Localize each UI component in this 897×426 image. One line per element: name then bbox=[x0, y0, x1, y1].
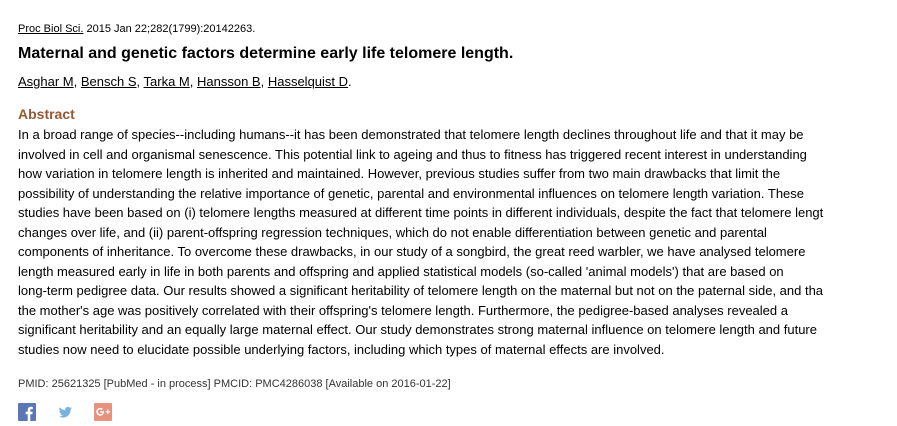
abstract-line: significant heritability and an equally large maternal effect. Our study demonstrates strong maternal influence on telomere length and future bbox=[18, 322, 817, 337]
abstract-line: the mother's age was positively correlated with their offspring's telomere length. Furthermore, the pedigree-based analyses revealed a bbox=[18, 302, 788, 318]
article-title: Maternal and genetic factors determine early life telomere length. bbox=[18, 45, 514, 62]
journal-link[interactable]: Proc Biol Sci. bbox=[18, 23, 84, 35]
facebook-share-button[interactable] bbox=[18, 403, 36, 421]
abstract-line: how variation in telomere length is inherited and maintained. However, previous studies suffer from two main drawbacks that limit the bbox=[18, 166, 781, 181]
author-link[interactable]: Asghar M bbox=[18, 74, 74, 89]
abstract-text bbox=[18, 125, 897, 359]
abstract-line: involved in cell and organismal senescence. This potential link to ageing and thus to fitness has triggered recent interest in understanding bbox=[18, 146, 807, 162]
author-separator: . bbox=[348, 74, 352, 89]
citation-details: 2015 Jan 22;282(1799):20142263. bbox=[83, 23, 256, 35]
citation-line bbox=[18, 23, 255, 35]
google-plus-icon bbox=[94, 403, 112, 421]
abstract-line: studies now need to elucidate possible underlying factors, including which types of maternal effects are involved. bbox=[18, 341, 665, 357]
abstract-heading: Abstract bbox=[18, 106, 75, 122]
author-separator: , bbox=[189, 74, 197, 89]
author-list bbox=[18, 74, 352, 89]
pmid-pmcid-line: PMID: 25621325 [PubMed - in process] PMCID: PMC4286038 [Available on 2016-01-22] bbox=[18, 378, 451, 390]
facebook-icon bbox=[18, 403, 36, 421]
author-separator: , bbox=[260, 74, 268, 89]
author-link[interactable]: Hansson B bbox=[197, 74, 261, 89]
abstract-line: length measured early in life in both parents and offspring and applied statistical models (so-called 'animal models') that are based on bbox=[18, 263, 784, 279]
abstract-line: long-term pedigree data. Our results showed a significant heritability of telomere length on the maternal but not on the paternal side, and tha bbox=[18, 283, 824, 298]
abstract-line: possibility of understanding the relative importance of genetic, parental and environmental influences on telomere length variation. These bbox=[18, 185, 805, 201]
social-share-bar bbox=[18, 403, 132, 421]
abstract-line: components of inheritance. To overcome these drawbacks, in our study of a songbird, the great reed warbler, we have analysed telomere bbox=[18, 244, 806, 259]
abstract-line: studies have been based on (i) telomere lengths measured at different time points in different individuals, despite the fact that telomere lengt bbox=[18, 205, 824, 220]
twitter-share-button[interactable] bbox=[56, 403, 74, 421]
author-link[interactable]: Tarka M bbox=[143, 74, 190, 89]
author-link[interactable]: Hasselquist D bbox=[267, 74, 349, 89]
author-separator: , bbox=[73, 74, 81, 89]
author-link[interactable]: Bensch S bbox=[80, 74, 137, 89]
twitter-icon bbox=[56, 403, 74, 421]
abstract-line: changes over life, and (ii) parent-offspring regression techniques, which do not enable differentiation between genetic and parental bbox=[18, 224, 767, 240]
abstract-line: In a broad range of species--including humans--it has been demonstrated that telomere length declines throughout life and that it may be bbox=[18, 127, 804, 142]
author-separator: , bbox=[136, 74, 144, 89]
google-plus-share-button[interactable] bbox=[94, 403, 112, 421]
